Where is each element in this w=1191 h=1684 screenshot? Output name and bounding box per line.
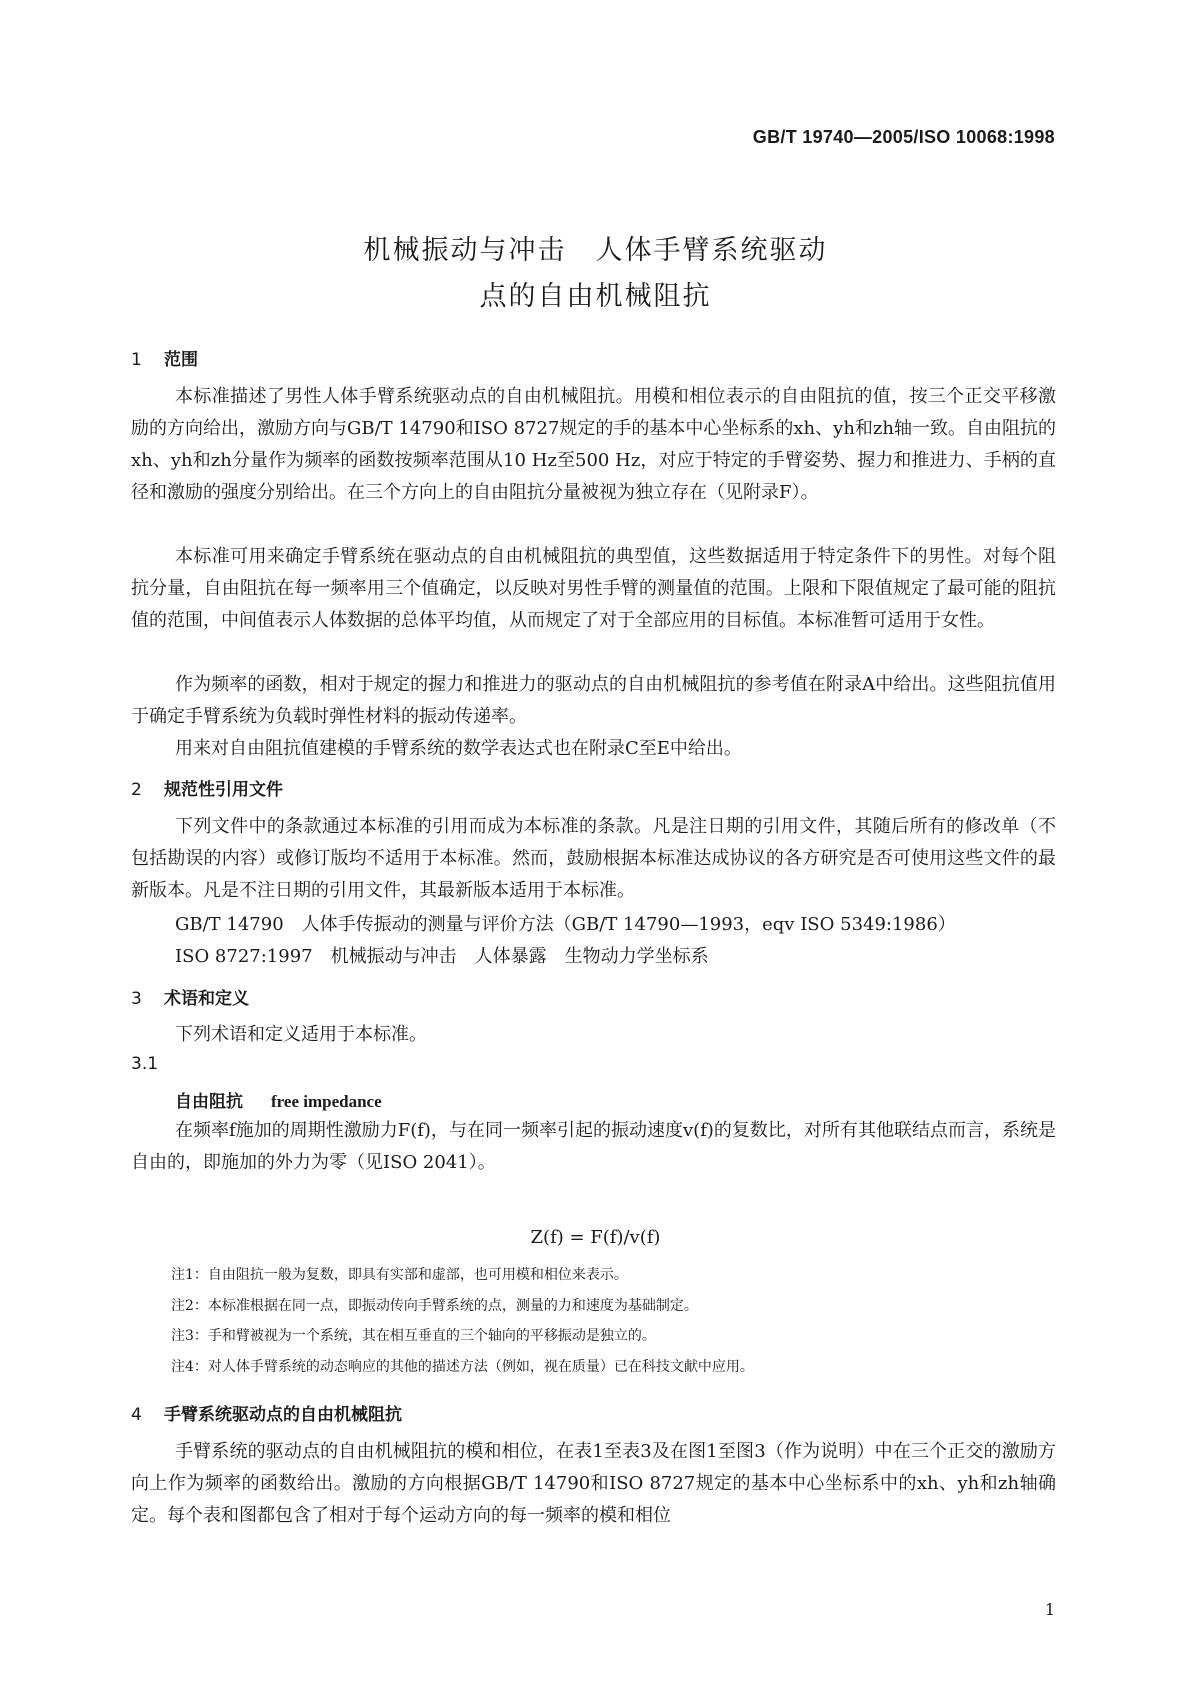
term-definition: 在频率f施加的周期性激励力F(f)，与在同一频率引起的振动速度v(f)的复数比，对所有其他联结点而言，系统是自由的，即施加的外力为零（见ISO 2041）。 bbox=[131, 1120, 1056, 1173]
section-1-heading bbox=[131, 345, 198, 370]
impedance-formula: Z(f) = F(f)/v(f) bbox=[530, 1227, 661, 1248]
term-english: free impedance bbox=[271, 1092, 382, 1111]
section-title: 术语和定义 bbox=[164, 989, 249, 1009]
page-number: 1 bbox=[1044, 1600, 1055, 1619]
section-1-paragraph-4: 用来对自由阻抗值建模的手臂系统的数学表达式也在附录C至E中给出。 bbox=[175, 738, 742, 759]
section-2-paragraph-1: 下列文件中的条款通过本标准的引用而成为本标准的条款。凡是注日期的引用文件，其随后所有的修改单（不包括勘误的内容）或修订版均不适用于本标准。然而，鼓励根据本标准达成协议的各方研究是否可使用这些文件的最新版本。凡是不注日期的引用文件，其最新版本适用于本标准。 bbox=[131, 816, 1056, 901]
section-title: 规范性引用文件 bbox=[164, 780, 283, 800]
section-1-paragraph-2: 本标准可用来确定手臂系统在驱动点的自由机械阻抗的典型值，这些数据适用于特定条件下的男性。对每个阻抗分量，自由阻抗在每一频率用三个值确定，以反映对男性手臂的测量值的范围。上限和下限值规定了最可能的阻抗值的范围，中间值表示人体数据的总体平均值，从而规定了对于全部应用的目标值。本标准暂可适用于女性。 bbox=[131, 546, 1056, 631]
section-number: 3 bbox=[131, 989, 142, 1009]
section-number: 4 bbox=[131, 1405, 142, 1425]
document-title-line2: 点的自由机械阻抗 bbox=[479, 281, 712, 312]
note-2: 注2：本标准根据在同一点，即振动传向手臂系统的点，测量的力和速度为基础制定。 bbox=[171, 1298, 698, 1314]
section-1-paragraph-3: 作为频率的函数，相对于规定的握力和推进力的驱动点的自由机械阻抗的参考值在附录A中给出。这些阻抗值用于确定手臂系统为负载时弹性材料的振动传递率。 bbox=[131, 674, 1056, 727]
section-4-heading bbox=[131, 1400, 402, 1425]
subsection-number: 3.1 bbox=[131, 1054, 159, 1074]
section-4-paragraph-1: 手臂系统的驱动点的自由机械阻抗的模和相位，在表1至表3及在图1至图3（作为说明）中在三个正交的激励方向上作为频率的函数给出。激励的方向根据GB/T 14790和ISO 8727规定的基本中心坐标系中的xh、yh和zh轴确定。每个表和图都包含了相对于每个运动方向的每一频率的模和相位 bbox=[131, 1441, 1056, 1526]
standard-code: GB/T 19740—2005/ISO 10068:1998 bbox=[752, 127, 1055, 147]
section-1-paragraph-1: 本标准描述了男性人体手臂系统驱动点的自由机械阻抗。用模和相位表示的自由阻抗的值，按三个正交平移激励的方向给出，激励方向与GB/T 14790和ISO 8727规定的手的基本中心坐标系的xh、yh和zh轴一致。自由阻抗的xh、yh和zh分量作为频率的函数按频率范围从10 Hz至500 Hz，对应于特定的手臂姿势、握力和推进力、手柄的直径和激励的强度分别给出。在三个方向上的自由阻抗分量被视为独立存在（见附录F）。 bbox=[131, 386, 1056, 503]
term-chinese: 自由阻抗 bbox=[175, 1092, 243, 1112]
note-1: 注1：自由阻抗一般为复数，即具有实部和虚部，也可用模和相位来表示。 bbox=[171, 1267, 628, 1283]
section-2-heading bbox=[131, 775, 283, 800]
note-3: 注3：手和臂被视为一个系统，其在相互垂直的三个轴向的平移振动是独立的。 bbox=[171, 1328, 656, 1344]
section-3-heading bbox=[131, 984, 249, 1009]
note-4: 注4：对人体手臂系统的动态响应的其他的描述方法（例如，视在质量）已在科技文献中应用。 bbox=[171, 1359, 754, 1375]
section-3-intro: 下列术语和定义适用于本标准。 bbox=[175, 1024, 427, 1045]
section-number: 2 bbox=[131, 780, 142, 800]
section-title: 范围 bbox=[164, 350, 198, 370]
reference-iso-8727: ISO 8727:1997 机械振动与冲击 人体暴露 生物动力学坐标系 bbox=[175, 946, 709, 967]
reference-gbt-14790: GB/T 14790 人体手传振动的测量与评价方法（GB/T 14790—1993，eqv ISO 5349:1986） bbox=[175, 914, 956, 935]
section-number: 1 bbox=[131, 350, 142, 370]
term-entry bbox=[175, 1087, 382, 1112]
section-title: 手臂系统驱动点的自由机械阻抗 bbox=[164, 1405, 402, 1425]
document-title-line1: 机械振动与冲击 人体手臂系统驱动 bbox=[363, 235, 828, 266]
